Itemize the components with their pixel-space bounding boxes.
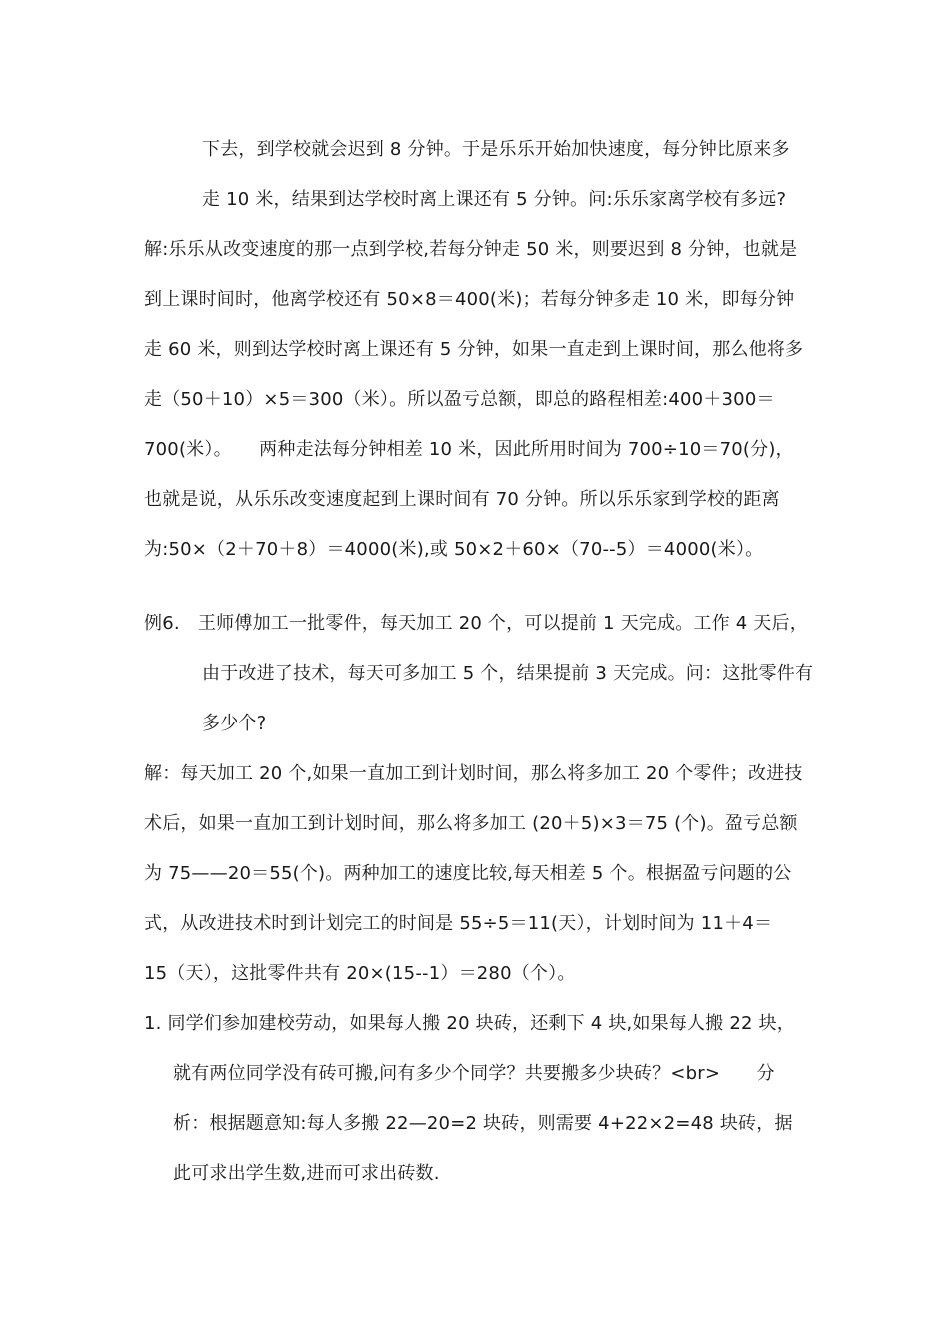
text-line-21: 此可求出学生数,进而可求出砖数. xyxy=(173,1163,440,1184)
text-line-7: 700(米）。 两种走法每分钟相差 10 米，因此所用时间为 700÷10＝70(分)， xyxy=(144,439,794,460)
text-line-13: 解：每天加工 20 个,如果一直加工到计划时间，那么将多加工 20 个零件；改进技 xyxy=(144,763,803,784)
text-line-9: 为:50×（2＋70＋8）＝4000(米),或 50×2＋60×（70--5）＝4000(米）。 xyxy=(144,539,764,560)
text-line-6: 走（50＋10）×5＝300（米）。所以盈亏总额，即总的路程相差:400＋300＝ xyxy=(144,389,775,410)
text-line-5: 走 60 米，则到达学校时离上课还有 5 分钟，如果一直走到上课时间，那么他将多 xyxy=(144,339,804,360)
text-line-14: 术后，如果一直加工到计划时间，那么将多加工 (20＋5)×3＝75 (个)。盈亏总额 xyxy=(144,813,798,834)
text-line-19: 就有两位同学没有砖可搬,问有多少个同学？共要搬多少块砖？<br> 分 xyxy=(173,1063,775,1084)
text-line-3: 解:乐乐从改变速度的那一点到学校,若每分钟走 50 米，则要迟到 8 分钟，也就是 xyxy=(144,239,798,260)
question-1-line: 1. 同学们参加建校劳动，如果每人搬 20 块砖，还剩下 4 块,如果每人搬 22 块， xyxy=(144,1013,796,1034)
text-line-2: 走 10 米，结果到达学校时离上课还有 5 分钟。问:乐乐家离学校有多远? xyxy=(202,189,787,210)
example-6-heading-line: 例6. 王师傅加工一批零件，每天加工 20 个，可以提前 1 天完成。工作 4 天后， xyxy=(144,613,808,634)
text-line-8: 也就是说，从乐乐改变速度起到上课时间有 70 分钟。所以乐乐家到学校的距离 xyxy=(144,489,780,510)
text-line-16: 式，从改进技术时到计划完工的时间是 55÷5＝11(天），计划时间为 11＋4＝ xyxy=(144,913,773,934)
text-line-1: 下去，到学校就会迟到 8 分钟。于是乐乐开始加快速度，每分钟比原来多 xyxy=(202,139,790,160)
text-line-15: 为 75——20＝55(个)。两种加工的速度比较,每天相差 5 个。根据盈亏问题的公 xyxy=(144,863,792,884)
text-line-20: 析：根据题意知:每人多搬 22—20=2 块砖，则需要 4+22×2=48 块砖，据 xyxy=(173,1113,793,1134)
text-line-4: 到上课时间时，他离学校还有 50×8＝400(米)；若每分钟多走 10 米，即每分钟 xyxy=(144,289,795,310)
text-line-12: 多少个? xyxy=(202,713,267,734)
text-line-11: 由于改进了技术，每天可多加工 5 个，结果提前 3 天完成。问：这批零件有 xyxy=(202,663,814,684)
text-line-17: 15（天），这批零件共有 20×(15--1）＝280（个）。 xyxy=(144,963,576,984)
